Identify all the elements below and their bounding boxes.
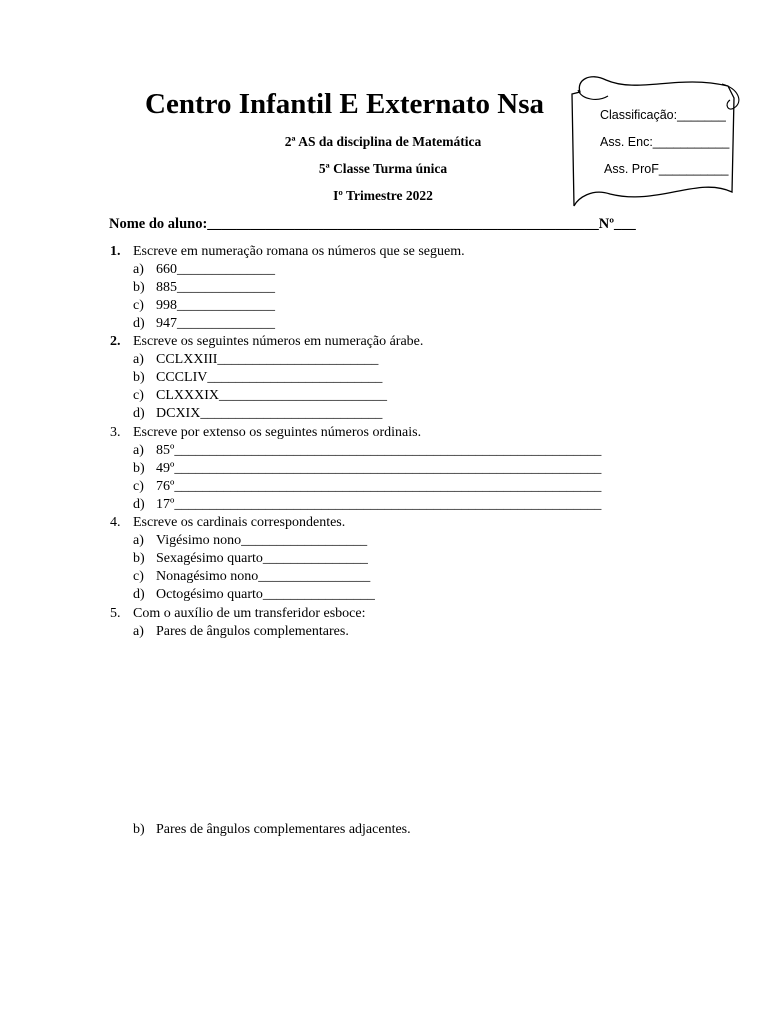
item-letter: b) [133, 280, 145, 295]
exam-subtitle: 2ª AS da disciplina de Matemática [284, 134, 482, 149]
item-letter: c) [133, 479, 144, 494]
answer-item [133, 442, 601, 460]
item-letter: d) [133, 316, 145, 331]
answer-item [133, 279, 275, 297]
question-2 [110, 333, 423, 351]
answer-item [133, 550, 368, 568]
item-text: 17º_____________________________________________________________ [156, 497, 602, 512]
item-text: Pares de ângulos complementares. [156, 624, 349, 639]
item-letter: b) [133, 370, 145, 385]
answer-item [133, 623, 349, 641]
item-text: Sexagésimo quarto_______________ [156, 551, 368, 566]
item-letter: a) [133, 262, 144, 277]
question-number: 2. [110, 334, 121, 349]
item-text: DCXIX__________________________ [156, 406, 383, 421]
item-text: Vigésimo nono__________________ [156, 533, 368, 548]
item-letter: d) [133, 497, 145, 512]
question-3 [110, 424, 421, 442]
student-name-line: Nome do aluno:______________________________________________________Nº___ [109, 216, 636, 232]
question-text: Escreve os seguintes números em numeração árabe. [133, 334, 424, 349]
question-text: Escreve os cardinais correspondentes. [133, 515, 346, 530]
item-text: Octogésimo quarto________________ [156, 587, 375, 602]
question-number: 4. [110, 515, 121, 530]
item-letter: c) [133, 388, 144, 403]
item-text: 85º_____________________________________________________________ [156, 443, 602, 458]
answer-item [133, 532, 367, 550]
school-title: Centro Infantil E Externato Nsa [145, 88, 545, 120]
question-text: Escreve em numeração romana os números que se seguem. [133, 244, 465, 259]
answer-item [133, 586, 375, 604]
classification-field: Classificação:_______ [600, 108, 726, 122]
question-text: Escreve por extenso os seguintes números ordinais. [133, 425, 422, 440]
item-letter: c) [133, 569, 144, 584]
answer-item [133, 351, 378, 369]
teacher-signature-field: Ass. ProF__________ [604, 162, 729, 176]
answer-item [133, 568, 370, 586]
item-text: 885______________ [156, 280, 275, 295]
question-5 [110, 605, 366, 623]
answer-item [133, 478, 601, 496]
answer-item [133, 496, 601, 514]
question-number: 3. [110, 425, 121, 440]
item-text: 76º_____________________________________________________________ [156, 479, 602, 494]
item-letter: b) [133, 461, 145, 476]
answer-item [133, 460, 601, 478]
guardian-signature-field: Ass. Enc:___________ [600, 135, 730, 149]
answer-item [133, 821, 411, 839]
item-text: CCCLIV_________________________ [156, 370, 383, 385]
answer-item [133, 387, 387, 405]
item-letter: a) [133, 624, 144, 639]
answer-item [133, 405, 382, 423]
item-letter: c) [133, 298, 144, 313]
item-text: 998______________ [156, 298, 275, 313]
answer-item [133, 261, 275, 279]
item-text: CCLXXIII_______________________ [156, 352, 379, 367]
item-text: 49º_____________________________________________________________ [156, 461, 602, 476]
item-letter: b) [133, 822, 145, 837]
item-letter: d) [133, 406, 145, 421]
item-text: Nonagésimo nono________________ [156, 569, 371, 584]
item-text: 660______________ [156, 262, 275, 277]
item-letter: a) [133, 443, 144, 458]
item-letter: a) [133, 533, 144, 548]
item-letter: d) [133, 587, 145, 602]
item-letter: b) [133, 551, 145, 566]
item-letter: a) [133, 352, 144, 367]
question-4 [110, 514, 345, 532]
grade-scroll-box [568, 72, 748, 214]
question-number: 1. [110, 244, 121, 259]
item-text: 947______________ [156, 316, 275, 331]
question-1 [110, 243, 465, 261]
answer-item [133, 369, 382, 387]
question-number: 5. [110, 606, 121, 621]
class-subtitle: 5ª Classe Turma única [318, 161, 448, 176]
question-text: Com o auxílio de um transferidor esboce: [133, 606, 366, 621]
item-text: CLXXXIX________________________ [156, 388, 387, 403]
answer-item [133, 297, 275, 315]
term-subtitle: Iº Trimestre 2022 [333, 188, 433, 203]
answer-item [133, 315, 275, 333]
item-text: Pares de ângulos complementares adjacentes. [156, 822, 411, 837]
